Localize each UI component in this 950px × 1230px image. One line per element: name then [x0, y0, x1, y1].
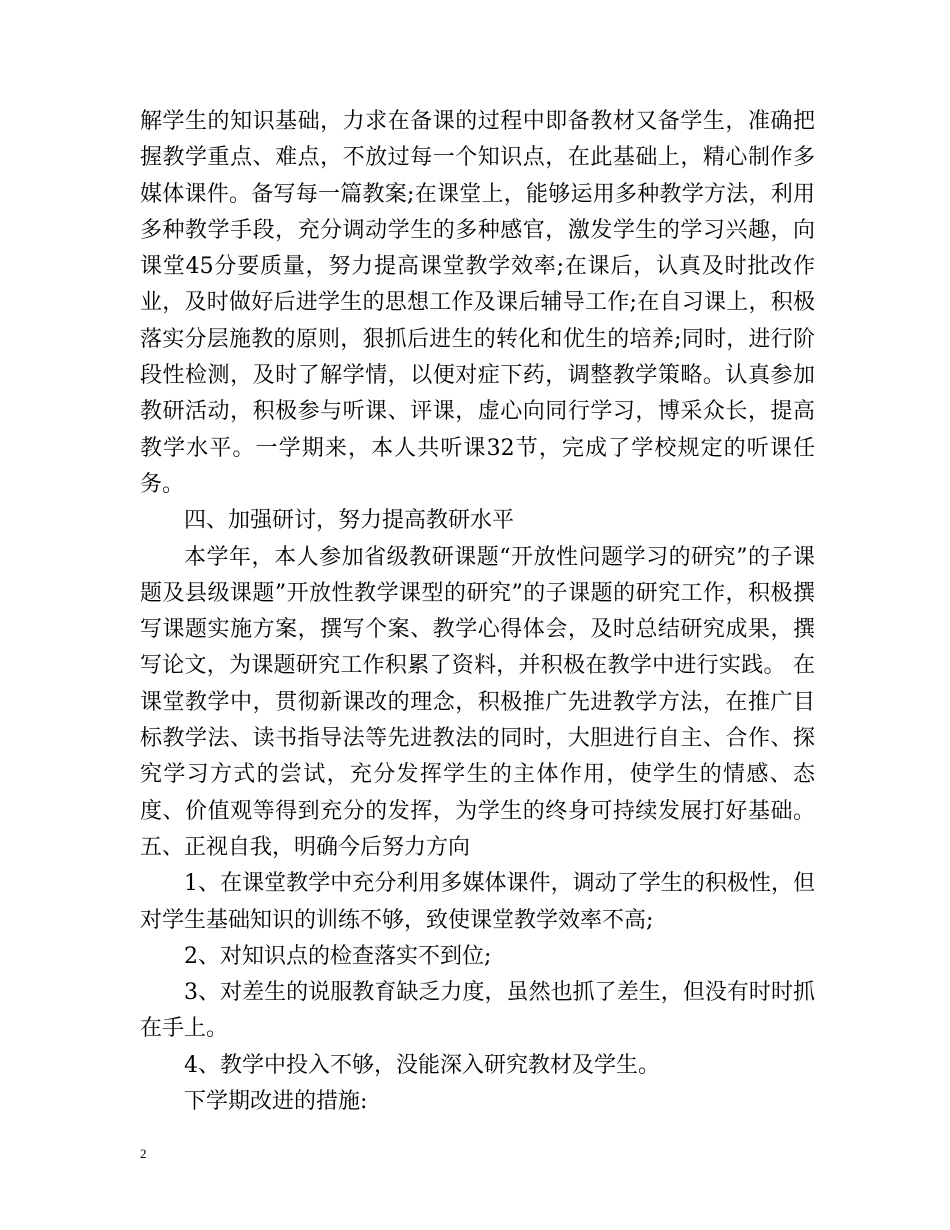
- page-number: 2: [140, 1146, 147, 1161]
- list-item-shortcoming-1: 1、在课堂教学中充分利用多媒体课件，调动了学生的积极性，但对学生基础知识的训练不够，致使课堂教学效率不高;: [140, 871, 815, 933]
- document-body: [140, 104, 815, 1120]
- section-heading-research: 四、加强研讨，努力提高教研水平: [184, 508, 515, 534]
- list-item-shortcoming-3: 3、对差生的说服教育缺乏力度，虽然也抓了差生，但没有时时抓在手上。: [140, 980, 815, 1042]
- paragraph-improvement-measures: 下学期改进的措施:: [184, 1089, 368, 1115]
- paragraph-research-work: 本学年，本人参加省级教研课题“开放性问题学习的研究”的子课题及县级课题”开放性教学课型的研究”的子课题的研究工作，积极撰写课题实施方案，撰写个案、教学心得体会，及时总结研究成果，撰写论文，为课题研究工作积累了资料，并积极在教学中进行实践。 在课堂教学中，贯彻新课改的理念，积极推广先进教学方法，在推广目标教学法、读书指导法等先进教法的同时，大胆进行自主、合作、探究学习方式的尝试，充分发挥学生的主体作用，使学生的情感、态度、价值观等得到充分的发挥，为学生的终身可持续发展打好基础。 五、正视自我，明确今后努力方向: [140, 544, 815, 860]
- paragraph-teaching-work: 解学生的知识基础，力求在备课的过程中即备教材又备学生，准确把握教学重点、难点，不放过每一个知识点，在此基础上，精心制作多媒体课件。备写每一篇教案;在课堂上，能够运用多种教学方法，利用多种教学手段，充分调动学生的多种感官，激发学生的学习兴趣，向课堂45分要质量，努力提高课堂教学效率;在课后，认真及时批改作业，及时做好后进学生的思想工作及课后辅导工作;在自习课上，积极落实分层施教的原则，狠抓后进生的转化和优生的培养;同时，进行阶段性检测，及时了解学情，以便对症下药，调整教学策略。认真参加教研活动，积极参与听课、评课，虚心向同行学习，博采众长，提高教学水平。一学期来，本人共听课32节，完成了学校规定的听课任务。: [140, 109, 815, 497]
- list-item-shortcoming-2: 2、对知识点的检查落实不到位;: [184, 943, 492, 969]
- list-item-shortcoming-4: 4、教学中投入不够，没能深入研究教材及学生。: [184, 1052, 660, 1078]
